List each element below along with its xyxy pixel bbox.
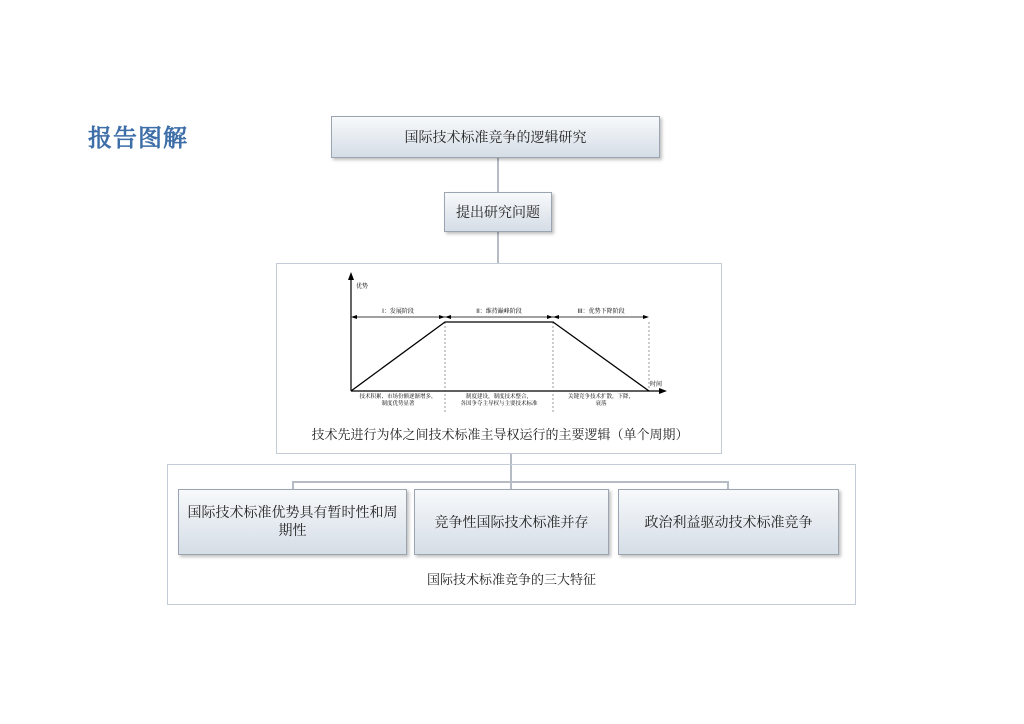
y-axis-arrow [348,272,354,280]
connector-question-figure [497,231,499,263]
phase-3-arrow-left [553,315,559,319]
question-node [444,192,552,232]
feature-node-1-label: 国际技术标准优势具有暂时性和周期性 [187,505,398,539]
dominance-curve [351,322,649,391]
features-caption: 国际技术标准竞争的三大特征 [426,573,596,588]
phase-3-note-line-2: 衰落 [595,401,607,407]
feature-node-2-label: 竞争性国际技术标准并存 [434,515,589,531]
phase-label-3: III：优势下降阶段 [577,308,625,315]
phase-2-note-line-1: 制度建设，制度技术整合， [465,394,533,400]
phase-1-arrow-right [439,315,445,319]
phase-3-note-line-1: 关键竞争技术扩散，下降， [567,394,635,400]
x-axis-arrow [659,388,667,394]
phase-1-arrow-left [351,315,357,319]
x-axis-label: 时间 [650,381,663,388]
root-node-label: 国际技术标准竞争的逻辑研究 [404,130,587,146]
root-node [331,116,660,158]
phase-2-note-line-2: 各国争夺主导权与主要技术标准 [460,401,538,407]
phase-2-arrow-left [445,315,451,319]
question-node-label: 提出研究问题 [456,205,540,221]
figure-panel [276,263,722,454]
feature-node-3 [618,489,839,555]
phase-1-note-line-2: 制度优势显著 [381,401,415,407]
feature-node-2 [414,489,609,555]
phase-3-arrow-right [643,315,649,319]
phase-2-arrow-right [547,315,553,319]
page-title: 报告图解 [88,123,188,152]
feature-node-3-label: 政治利益驱动技术标准竞争 [644,515,813,531]
phase-1-note-line-1: 技术积累、市场份额逐渐增多， [359,394,437,400]
phase-label-2: II：维持巅峰阶段 [476,308,522,315]
connector-root-question [497,158,499,192]
phase-label-1: I：发展阶段 [382,308,414,315]
feature-node-1 [178,489,407,555]
y-axis-label: 优势 [356,283,369,290]
figure-caption: 技术先进行为体之间技术标准主导权运行的主要逻辑（单个周期） [311,428,689,443]
